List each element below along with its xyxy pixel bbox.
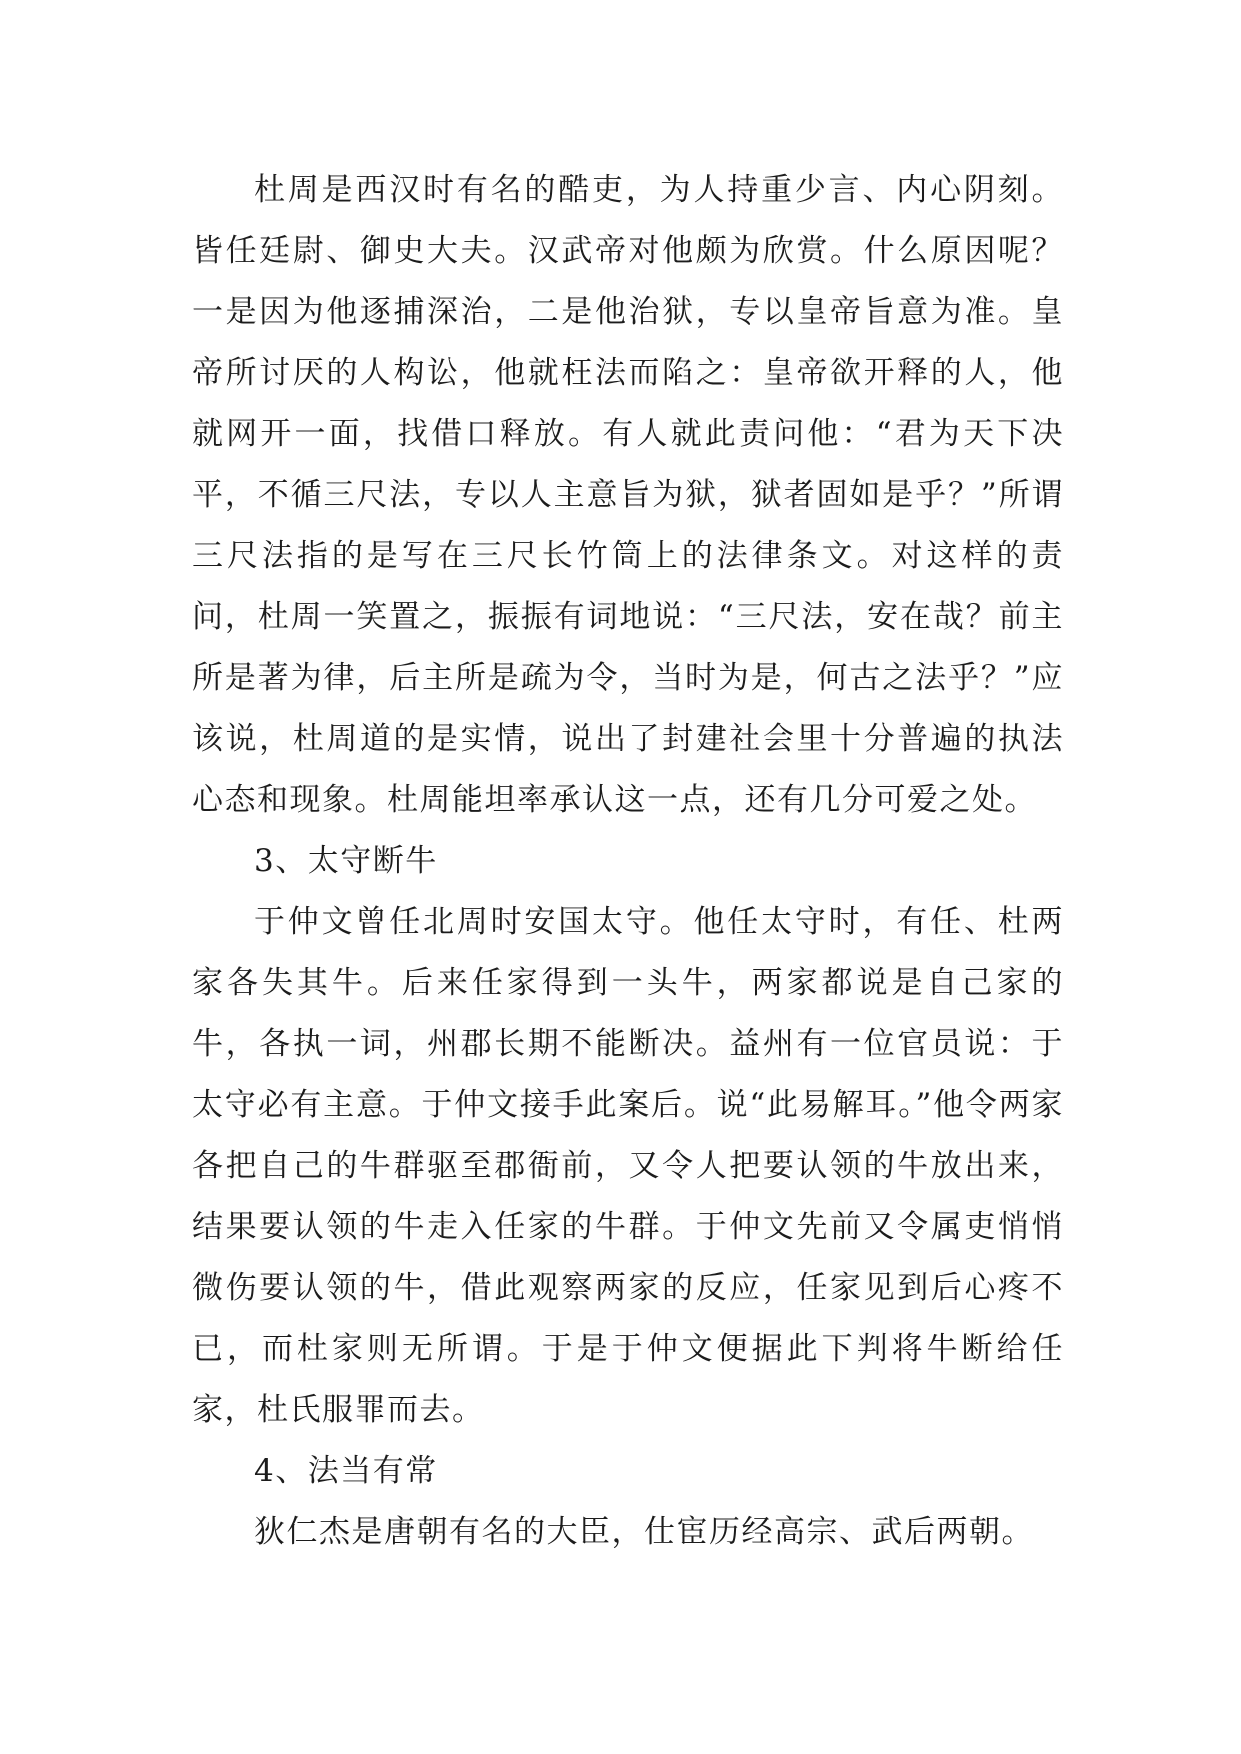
paragraph-du-zhou: 杜周是西汉时有名的酷吏，为人持重少言、内心阴刻。皆任廷尉、御史大夫。汉武帝对他颇为欣赏。什么原因呢？一是因为他逐捕深治，二是他治狱，专以皇帝旨意为准。皇帝所讨厌的人构讼，他就枉法而陷之：皇帝欲开释的人，他就网开一面，找借口释放。有人就此责问他：“君为天下决平，不循三尺法，专以人主意旨为狱，狱者固如是乎？”所谓三尺法指的是写在三尺长竹筒上的法律条文。对这样的责问，杜周一笑置之，振振有词地说：“三尺法，安在哉？前主所是著为律，后主所是疏为令，当时为是，何古之法乎？”应该说，杜周道的是实情，说出了封建社会里十分普遍的执法心态和现象。杜周能坦率承认这一点，还有几分可爱之处。 (192, 172, 1064, 818)
section-heading-4: 4、法当有常 (254, 1453, 438, 1489)
document-body (192, 160, 1064, 1563)
section-heading-3: 3、太守断牛 (254, 843, 438, 879)
paragraph-di-renjie: 狄仁杰是唐朝有名的大臣，仕宦历经高宗、武后两朝。 (254, 1514, 1034, 1550)
paragraph-yu-zhongwen: 于仲文曾任北周时安国太守。他任太守时，有任、杜两家各失其牛。后来任家得到一头牛，两家都说是自己家的牛，各执一词，州郡长期不能断决。益州有一位官员说：于太守必有主意。于仲文接手此案后。说“此易解耳。”他令两家各把自己的牛群驱至郡衙前，又令人把要认领的牛放出来，结果要认领的牛走入任家的牛群。于仲文先前又令属吏悄悄微伤要认领的牛，借此观察两家的反应，任家见到后心疼不已，而杜家则无所谓。于是于仲文便据此下判将牛断给任家，杜氏服罪而去。 (192, 904, 1064, 1428)
